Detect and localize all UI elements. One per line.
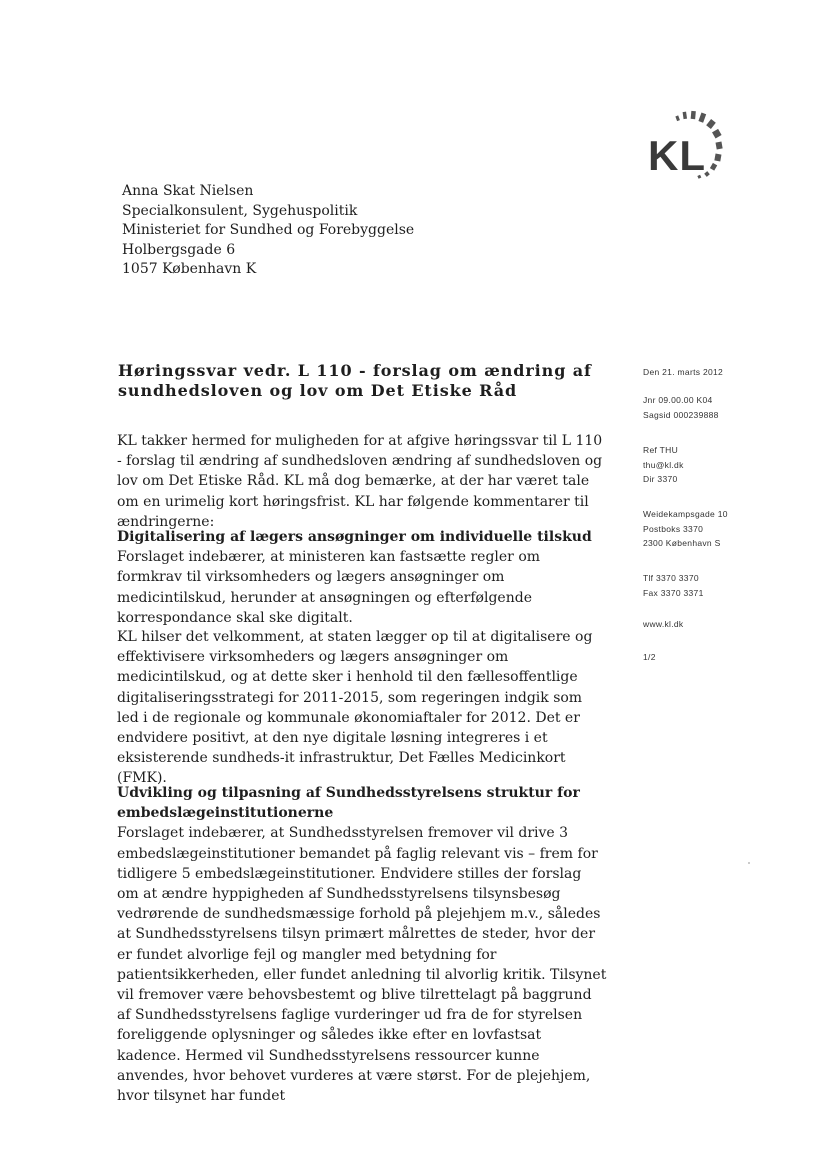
sidebar-reference-block <box>643 393 719 422</box>
intro-paragraph: KL takker hermed for muligheden for at afgive høringssvar til L 110 - forslag til ændring af sundhedsloven ændring af sundhedsloven og lov om Det Etiske Råd. KL må dog bemærke, at der har været tale om en urimelig kort høringsfrist. KL har følgende kommentarer til ændringerne: <box>117 433 603 530</box>
title-line-1: Høringssvar vedr. L 110 - forslag om ændring af <box>118 361 592 380</box>
sidebar-page-number: 1/2 <box>643 652 656 662</box>
sidebar-city: 2300 København S <box>643 538 721 548</box>
sidebar-page-block <box>643 650 656 665</box>
document-title <box>118 361 598 401</box>
sidebar-email: thu@kl.dk <box>643 459 684 470</box>
sidebar-tlf: Tlf 3370 3370 <box>643 573 699 583</box>
recipient-street: Holbergsgade 6 <box>122 241 236 258</box>
intro-section <box>117 431 607 532</box>
section2-heading-line-1: Udvikling og tilpasning af Sundhedsstyrelsens struktur for <box>117 785 580 801</box>
sidebar-postbox: Postboks 3370 <box>643 523 704 534</box>
sidebar-ref: Ref THU <box>643 445 679 455</box>
title-line-2: sundhedsloven og lov om Det Etiske Råd <box>118 381 518 400</box>
sidebar-date-block <box>643 365 723 380</box>
section2-heading-line-2: embedslægeinstitutionerne <box>117 805 334 822</box>
recipient-city: 1057 København K <box>122 261 257 277</box>
section2-paragraph: Forslaget indebærer, at Sundhedsstyrelsen fremover vil drive 3 embedslægeinstitutioner bemandet på faglig relevant vis – frem for tidligere 5 embedslægeinstitutioner. Endvidere stilles der forslag om at ændre hyppigheden af Sundhedsstyrelsens tilsynsbesøg vedrørende de sundhedsmæssige forhold på plejehjem m.v., således at Sundhedsstyrelsens tilsyn primært målrettes de steder, hvor der er fundet alvorlige fejl og mangler med betydning for patientsikkerheden, eller fundet anledning til alvorlig kritik. Tilsynet vil fremover være behovsbestemt og blive tilrettelagt på baggrund af Sundhedsstyrelsens faglige vurderinger ud fra de for styrelsen foreliggende oplysninger og således ikke efter en lovfastsat kadence. Hermed vil Sundhedsstyrelsens ressourcer kunne anvendes, hvor behovet vurderes at være størst. For de plejehjem, hvor tilsynet har fundet <box>117 825 607 1105</box>
recipient-name: Anna Skat Nielsen <box>122 183 254 199</box>
sidebar-fax: Fax 3370 3371 <box>643 587 704 598</box>
section1-paragraph-1: Forslaget indebærer, at ministeren kan fastsætte regler om formkrav til virksomheders og lægers ansøgninger om medicintilskud, herunder at ansøgningen og efterfølgende korrespondance skal ske digitalt. <box>117 549 541 626</box>
logo-text: KL <box>648 132 706 179</box>
sidebar-date: Den 21. marts 2012 <box>643 367 724 377</box>
section-digitalisering-cont <box>117 627 607 789</box>
sidebar-web: www.kl.dk <box>643 619 684 629</box>
recipient-address <box>122 182 414 280</box>
sidebar-address-block <box>643 507 728 551</box>
section1-heading: Digitalisering af lægers ansøgninger om individuelle tilskud <box>117 529 592 545</box>
sidebar-contact-block <box>643 443 684 487</box>
section1-paragraph-2: KL hilser det velkomment, at staten lægger op til at digitalisere og effektivisere virksomheders og lægers ansøgninger om medicintilskud, og at dette sker i henhold til den fællesoffentlige digitaliseringsstrategi for 2011-2015, som regeringen indgik som led i de regionale og kommunale økonomiaftaler for 2012. Det er endvidere positivt, at den nye digitale løsning integreres i et eksisterende sundheds-it infrastruktur, Det Fælles Medicinkort (FMK). <box>117 629 593 787</box>
recipient-ministry: Ministeriet for Sundhed og Forebyggelse <box>122 222 415 238</box>
sidebar-phone-block <box>643 571 704 600</box>
sidebar-jnr: Jnr 09.00.00 K04 <box>643 395 713 405</box>
kl-logo <box>648 110 734 190</box>
section-digitalisering <box>117 527 607 628</box>
sidebar-street: Weidekampsgade 10 <box>643 509 728 519</box>
sidebar-web-block <box>643 617 684 632</box>
section-embedslaege <box>117 783 607 1106</box>
sidebar-dir: Dir 3370 <box>643 474 678 484</box>
recipient-title: Specialkonsulent, Sygehuspolitik <box>122 202 358 219</box>
scan-speck <box>748 862 750 864</box>
sidebar-sagsid: Sagsid 000239888 <box>643 409 719 420</box>
